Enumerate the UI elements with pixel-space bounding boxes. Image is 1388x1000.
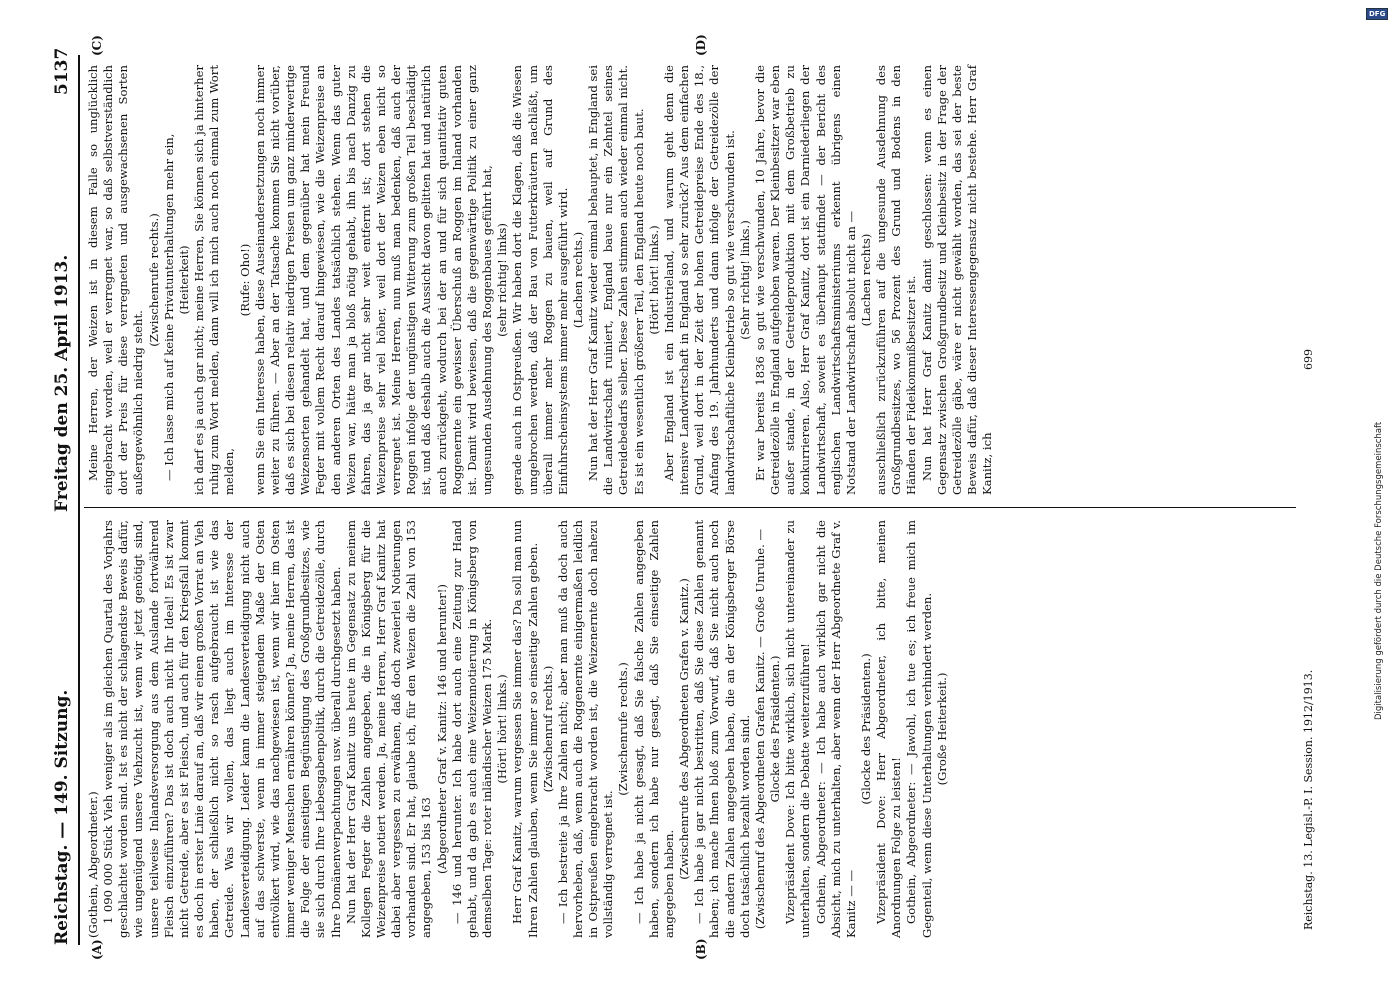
left-column-paragraph: Vizepräsident Dove: Ich bitte wirklich, sich nicht untereinander zu unterhalten, sondern die Debatte weiterzuführen! bbox=[783, 520, 813, 938]
right-column-paragraph: (Sehr richtig! links.) bbox=[737, 220, 752, 340]
right-column-paragraph: (Zwischenrufe rechts.) bbox=[146, 213, 161, 347]
left-column-paragraph: 1 090 000 Stück Vieh weniger als im gleichen Quartal des Vorjahrs geschlachtet worden sind. Ist es nicht der schlagendste Beweis dafür, wie ungenügend unsere Viehzucht ist, wenn wir jetzt genötigt sind, unsere teilweise Inlandsversorgung aus dem Auslande fortwährend Fleisch einzuführen? Das ist doch auch nicht Ihr Ideal! Es ist zwar nicht Getreide, aber es ist Fleisch, und auch für den Kriegsfall kommt es doch in erster Linie darauf an, daß wir einen großen Vorrat an Vieh haben, der schließlich nicht so rasch aufgebraucht ist wie das Getreide. Was wir wollen, das liegt auch im Interesse der Landesverteidigung. Leider kann die Landesverteidigung nicht auch auf das schwerste, wenn in immer steigendem Maße der Osten entvölkert wird, wie das nachgewiesen ist, wenn wir hier im Osten immer weniger Menschen ernähren können? Ja, meine Herren, das ist die Folge der einseitigen Begünstigung des Großgrundbesitzes, wie sie sich durch Ihre Liebesgabenpolitik, durch die Getreidezölle, durch Ihre Domänenverpachtungen usw. überall durchgesetzt haben. bbox=[101, 520, 343, 938]
left-column-paragraph: — 146 und herunter. Ich habe dort auch eine Zeitung zur Hand gehabt, und da gab es auch eine Weizennotierung in Königsberg von demselben Tage: roter inländischer Weizen 175 Mark. bbox=[449, 520, 495, 938]
right-column-paragraph: ich darf es ja auch gar nicht; meine Herren, Sie können sich ja hinterher ruhig zum Wort melden, dann will ich mich auch noch einmal zum Wort melden, bbox=[192, 65, 237, 495]
left-column-paragraph: (Gothein, Abgeordneter.) bbox=[86, 791, 100, 938]
right-column-paragraph: Nun hat der Herr Graf Kanitz wieder einmal behauptet, in England sei die Landwirtschaft ruiniert, England baue nur ein Zehntel seines Getreidebedarfs selber. Diese Zahlen stimmen auch wieder einmal nicht. Es ist ein wesentlich größerer Teil, den England heute noch baut. bbox=[586, 65, 646, 495]
left-column-paragraph: Nun hat der Herr Graf Kanitz uns heute im Gegensatz zu meinem Kollegen Fegter die Zahlen angegeben, die in Königsberg für die Weizenpreise notiert werden. Ja, meine Herren, Herr Graf Kanitz hat dabei aber vergessen zu erwähnen, daß doch zweierlei Notierungen vorhanden sind. Er hat, glaube ich, für den Weizen die Zahl von 153 angegeben, 153 bis 163 bbox=[343, 520, 434, 938]
right-column-paragraph: gerade auch in Ostpreußen. Wir haben dort die Klagen, daß die Wiesen umgebrochen werden, daß der Bau von Futterkräutern nachläßt, um überall immer mehr Roggen zu bauen, weil auf Grund des Einfuhrscheinsystems immer mehr ausgeführt wird. bbox=[510, 65, 570, 495]
left-column-paragraph: — Ich bestreite ja Ihre Zahlen nicht; aber man muß da doch auch hervorheben, daß, wenn auch die Roggenernte einigermaßen leidlich in Ostpreußen eingebracht worden ist, die Weizenernte doch nahezu vollständig verregnet ist. bbox=[555, 520, 616, 938]
right-column-paragraph: Meine Herren, der Weizen ist in diesem Falle so unglücklich eingebracht worden, weil er verregnet war, so daß selbstverständlich dort der Preis für diese verregneten und ausgewachsenen Sorten außergewöhnlich niedrig steht. bbox=[86, 65, 146, 495]
left-column-paragraph: Gothein, Abgeordneter: — Ich habe auch wirklich gar nicht die Absicht, mich zu unterhalten, aber wenn der Herr Abgeordnete Graf v. Kanitz — — bbox=[813, 520, 858, 938]
right-column-paragraph: Aber England ist ein Industrieland, und warum geht denn die intensive Landwirtschaft in England so sehr zurück? Aus dem einfachen Grund, weil dort in der Zeit der hohen Getreidepreise Ende des 18., Anfang des 19. Jahrhunderts und dann infolge der Getreidezölle der landwirtschaftliche Kleinbetrieb so gut wie verschwunden ist. bbox=[661, 65, 737, 495]
margin-mark-a: (A) bbox=[90, 939, 104, 960]
footer-session-info: Reichstag. 13. Legisl.-P. I. Session. 1912/1913. bbox=[1302, 669, 1315, 930]
column-divider bbox=[84, 507, 1296, 508]
footer-page-code: 699 bbox=[1302, 349, 1315, 370]
left-column-paragraph: (Glocke des Präsidenten.) bbox=[858, 653, 873, 805]
right-column-paragraph: Nun hat Herr Graf Kanitz damit geschlossen: wenn es einen Gegensatz zwischen Großgrundbesitz und Kleinbesitz in der Frage der Getreidezölle gäbe, wäre er nicht gewählt worden, das sei der beste Beweis dafür, daß dieser Interessengegensatz nicht bestehe. Herr Graf Kanitz, ich bbox=[919, 65, 995, 495]
margin-mark-c: (C) bbox=[90, 35, 104, 56]
left-column-paragraph: (Abgeordneter Graf v. Kanitz: 146 und herunter!) bbox=[434, 584, 449, 874]
left-column-paragraph: (Zwischenrufe des Abgeordneten Grafen v. Kanitz.) bbox=[677, 578, 692, 880]
left-column-paragraph: Vizepräsident Dove: Herr Abgeordneter, ich bitte, meinen Anordnungen Folge zu leisten! bbox=[874, 520, 904, 938]
left-column-paragraph: (Hört! hört! links.) bbox=[495, 674, 510, 784]
left-column-paragraph: Gothein, Abgeordneter: — Jawohl, ich tue es; ich freue mich im Gegenteil, wenn diese Unterhaltungen verhindert werden. bbox=[904, 520, 934, 938]
right-column-paragraph: (Heiterkeit) bbox=[176, 245, 191, 315]
header-center-title: Freitag den 25. April 1913. bbox=[52, 254, 72, 512]
left-column-paragraph: — Ich habe ja gar nicht bestritten, daß Sie diese Zahlen genannt haben; ich mache Ihnen bloß zum Vorwurf, daß Sie nicht auch noch die andern Zahlen angegeben haben, die an der Königsberger Börse doch tatsächlich bezahlt worden sind. bbox=[692, 520, 752, 938]
left-column-paragraph: (Zwischenruf des Abgeordneten Grafen Kanitz. — Große Unruhe. — Glocke des Präsidenten.) bbox=[752, 528, 783, 930]
header-left-title: Reichstag. — 149. Sitzung. bbox=[52, 689, 72, 945]
header-page-number: 5137 bbox=[52, 47, 72, 95]
right-column-paragraph: (sehr richtig! links) bbox=[495, 223, 510, 337]
right-column-paragraph: (Hört! hört! links.) bbox=[646, 225, 661, 335]
right-column-paragraph: wenn Sie ein Interesse haben, diese Auseinandersetzungen noch immer weiter zu führen. — Aber an der Tatsache kommen Sie nicht vorüber, daß es sich bei diesen relativ niedrigen Preisen um ganz minderwertige Weizensorten gehandelt hat, und dem gegenüber hat mein Freund Fegter mit vollem Recht darauf hingewiesen, wie die Weizenpreise an den anderen Orten des Landes tatsächlich stehen. Wenn das guter Weizen war, hätte man ja bloß nötig gehabt, ihn bis nach Danzig zu fahren, das ja gar nicht sehr weit entfernt ist; dort stehen die Weizenpreise sehr viel höher, weil dort der Weizen eben nicht so verregnet ist. Meine Herren, nun muß man bedenken, daß auch der Roggen infolge der ungünstigen Witterung zum großen Teil beschädigt ist, und daß deshalb auch die Aussicht davon gelitten hat und natürlich auch zurückgeht, wodurch bei der an und für sich quantitativ guten Roggenernte ein gewisser Überschuß an Roggen im Inland vorhanden ist. Damit wird bewiesen, daß die gegenwärtige Politik zu einer ganz ungesunden Ausdehnung des Roggenbaues geführt hat, bbox=[252, 65, 495, 495]
left-column-paragraph: (Zwischenruf rechts.) bbox=[540, 665, 555, 793]
right-column-paragraph: (Rufe: Oho!) bbox=[237, 243, 252, 317]
left-column-paragraph: (Große Heiterkeit.) bbox=[934, 672, 949, 786]
right-column-paragraph: Er war bereits 1836 so gut wie verschwunden, 10 Jahre, bevor die Getreidezölle in England aufgehoben waren. Der Kleinbesitzer war eben außer stande, in der Getreideproduktion mit dem Großbetrieb zu konkurrieren. Also, Herr Graf Kanitz, dort ist ein Darniederliegen der Landwirtschaft, soweit es überhaupt stattfindet — der Bericht des englischen Landwirtschaftsministeriums erkennt übrigens einen Notstand der Landwirtschaft absolut nicht an — bbox=[752, 65, 858, 495]
left-column-paragraph: (Zwischenrufe rechts.) bbox=[616, 662, 631, 796]
right-column-paragraph: — Ich lasse mich auf keine Privatunterhaltungen mehr ein, bbox=[161, 133, 176, 481]
margin-mark-d: (D) bbox=[694, 34, 708, 56]
left-column-paragraph: — Ich habe ja nicht gesagt, daß Sie falsche Zahlen angegeben haben, sondern ich habe nur gesagt, daß Sie einseitige Zahlen angegeben haben. bbox=[631, 520, 676, 938]
margin-mark-b: (B) bbox=[694, 938, 708, 960]
right-column-paragraph: ausschließlich zurückzuführen auf die ungesunde Ausdehnung des Großgrundbesitzes, wo 56 Prozent des Grund und Bodens in den Händen der Fideikommißbesitzer ist. bbox=[874, 65, 919, 495]
dfg-logo: DFG bbox=[1366, 8, 1388, 20]
right-column-paragraph: (Lachen rechts) bbox=[858, 233, 873, 327]
digitization-credit: Digitalisierung gefördert durch die Deutsche Forschungsgemeinschaft bbox=[1374, 421, 1384, 720]
left-text-column bbox=[86, 520, 1282, 938]
left-column-paragraph: Herr Graf Kanitz, warum vergessen Sie immer das? Da soll man nun Ihren Zahlen glauben, wenn Sie immer so einseitige Zahlen geben. bbox=[510, 520, 540, 938]
right-column-paragraph: (Lachen rechts.) bbox=[571, 231, 585, 329]
right-text-column bbox=[86, 65, 1296, 495]
header-rule bbox=[78, 55, 80, 945]
